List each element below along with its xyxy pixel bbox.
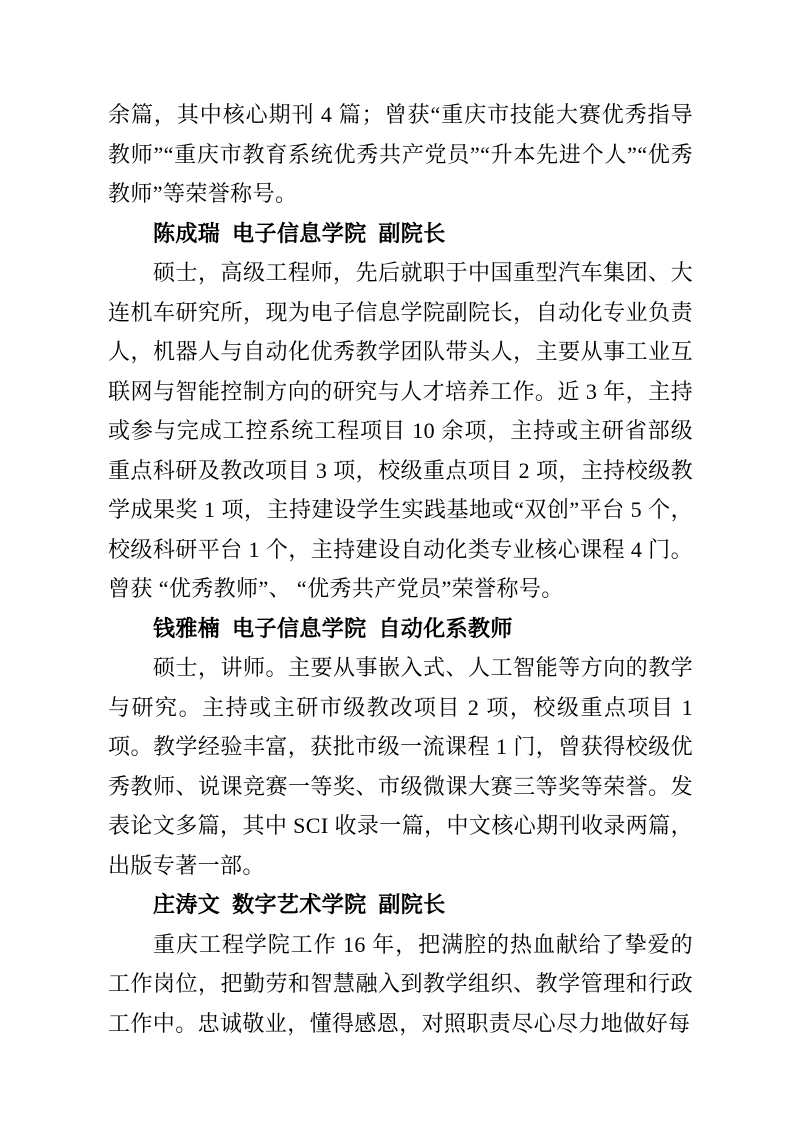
entry-body-chen-chengrui: 硕士，高级工程师，先后就职于中国重型汽车集团、大连机车研究所，现为电子信息学院副院长，自动化专业负责人，机器人与自动化优秀教学团队带头人，主要从事工业互联网与智能控制方向的研究与人才培养工作。近 3 年，主持或参与完成工控系统工程项目 10 余项，主持或主研省部级重点科研及教改项目 3 项，校级重点项目 2 项，主持校级教学成果奖 1 项，主持建设学生实践基地或“双创”平台 5 个，校级科研平台 1 个，主持建设自动化类专业核心课程 4 门。曾获 “优秀教师”、 “优秀共产党员”荣誉称号。 [108, 260, 693, 601]
entry-heading-zhuang-taowen: 庄涛文 数字艺术学院 副院长 [153, 892, 446, 917]
entry-heading-chen-chengrui: 陈成瑞 电子信息学院 副院长 [153, 220, 446, 246]
faculty-entry-qian-yanan [108, 609, 693, 886]
entry-body-qian-yanan: 硕士，讲师。主要从事嵌入式、人工智能等方向的教学与研究。主持或主研市级教改项目 2 项，校级重点项目 1 项。教学经验丰富，获批市级一流课程 1 门，曾获得校级优秀教师、说课竞赛一等奖、市级微课大赛三等奖等荣誉。发表论文多篇，其中 SCI 收录一篇，中文核心期刊收录两篇，出版专著一部。 [108, 655, 693, 878]
entry-body-zhuang-taowen: 重庆工程学院工作 16 年，把满腔的热血献给了挚爱的工作岗位，把勤劳和智慧融入到教学组织、教学管理和行政工作中。忠诚敬业，懂得感恩，对照职责尽心尽力地做好每 [108, 931, 693, 1036]
entry-heading-qian-yanan: 钱雅楠 电子信息学院 自动化系教师 [153, 615, 513, 641]
document-text-block [108, 95, 693, 1043]
continuation-paragraph: 余篇，其中核心期刊 4 篇；曾获“重庆市技能大赛优秀指导教师”“重庆市教育系统优秀共产党员”“升本先进个人”“优秀教师”等荣誉称号。 [108, 102, 693, 206]
faculty-entry-chen-chengrui [108, 214, 693, 609]
faculty-entry-zhuang-taowen [108, 885, 693, 1043]
